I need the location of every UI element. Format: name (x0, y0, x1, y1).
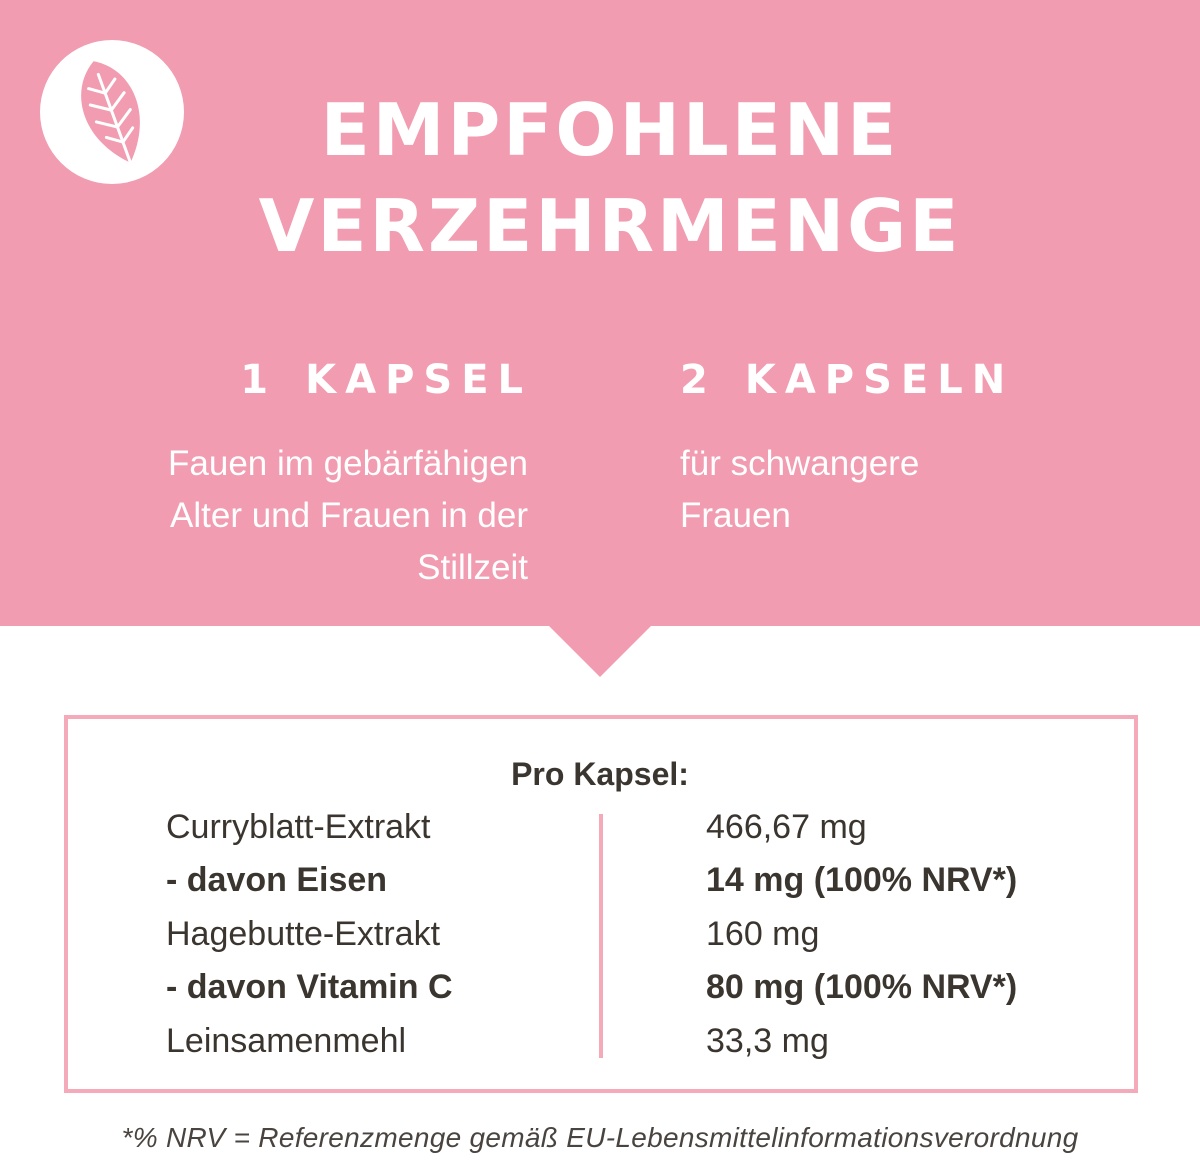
dose-1-number: 1 (240, 357, 278, 403)
dose-1-heading (240, 357, 532, 403)
ingredient-amount: 80 mg (100% NRV*) (706, 968, 1018, 1006)
nutrition-row (0, 1022, 1200, 1076)
ingredient-amount: 160 mg (706, 915, 820, 953)
ingredient-name: Curryblatt-Extrakt (166, 808, 431, 846)
ingredient-name: - davon Vitamin C (166, 968, 453, 1006)
dose-1-desc-line: Stillzeit (417, 548, 528, 587)
ingredient-amount: 14 mg (100% NRV*) (706, 861, 1018, 899)
nutrition-row (0, 808, 1200, 862)
banner-pointer (548, 625, 652, 677)
nutrition-row (0, 861, 1200, 915)
ingredient-name: - davon Eisen (166, 861, 388, 899)
dose-1-desc-line: Fauen im gebärfähigen (168, 444, 528, 483)
dose-2-desc-line: für schwangere (680, 444, 920, 483)
ingredient-amount: 33,3 mg (706, 1022, 829, 1060)
page-title-line-1: EMPFOHLENE (320, 88, 900, 172)
dose-2-description (680, 438, 1100, 542)
dose-1-desc-line: Alter und Frauen in der (170, 496, 528, 535)
nutrition-title: Pro Kapsel: (511, 756, 689, 792)
dose-2-unit: KAPSELN (744, 357, 1015, 403)
nrv-footnote: *% NRV = Referenzmenge gemäß EU-Lebensmittelinformationsverordnung (121, 1122, 1079, 1153)
dose-1-unit: KAPSEL (305, 357, 532, 403)
ingredient-amount: 466,67 mg (706, 808, 867, 846)
dose-2-heading (680, 357, 1015, 403)
nutrition-row (0, 968, 1200, 1022)
dose-2-desc-line: Frauen (680, 496, 791, 535)
dose-1-description (68, 438, 528, 594)
dose-2-number: 2 (680, 357, 717, 403)
page-title-line-2: VERZEHRMENGE (258, 184, 962, 268)
nutrition-row (0, 915, 1200, 969)
ingredient-name: Hagebutte-Extrakt (166, 915, 441, 953)
ingredient-name: Leinsamenmehl (166, 1022, 407, 1060)
